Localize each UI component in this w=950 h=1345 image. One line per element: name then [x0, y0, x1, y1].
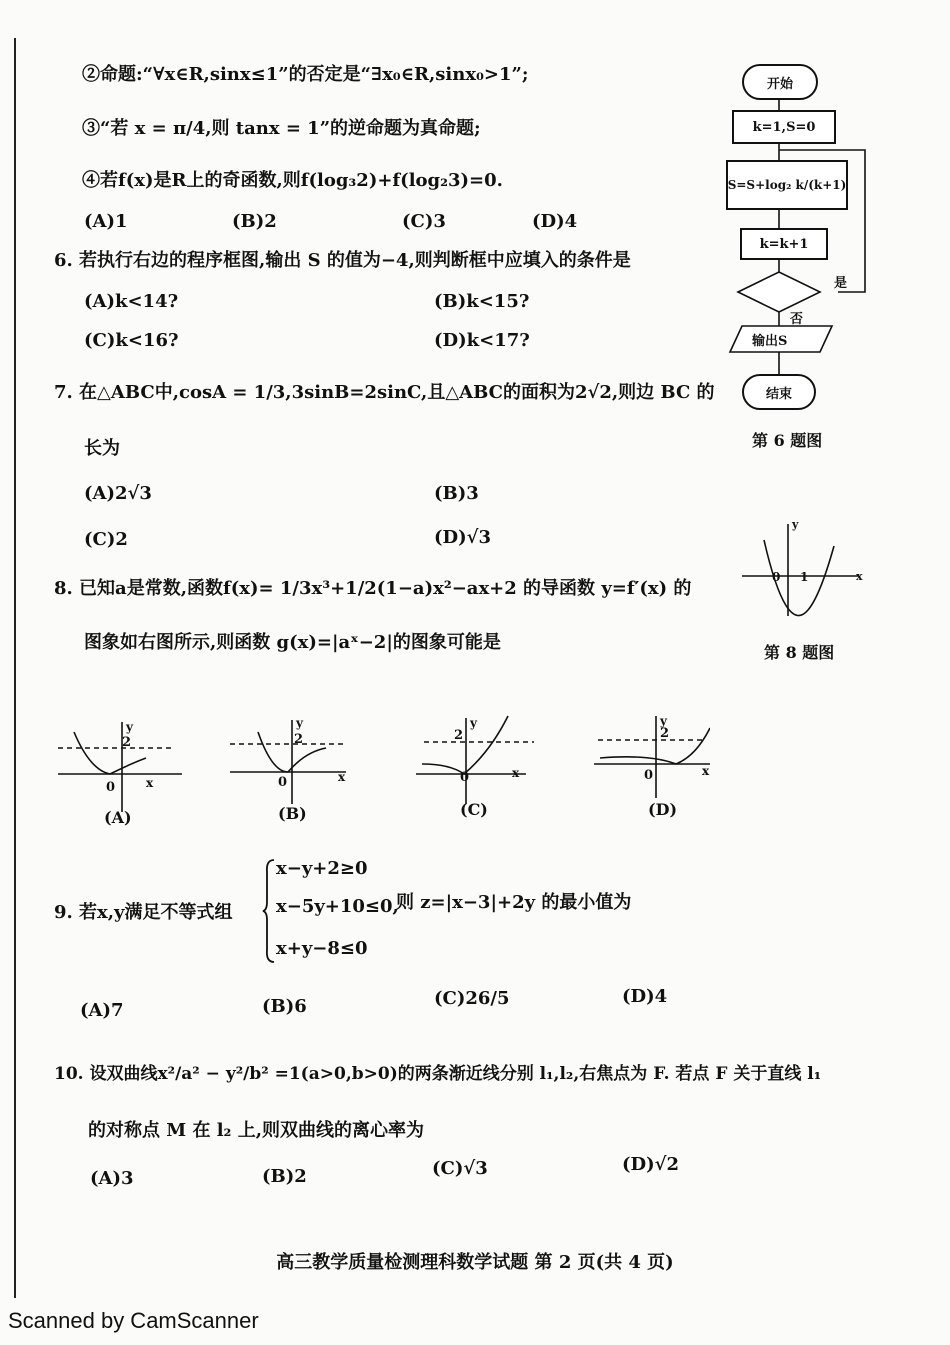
fig8-x: x — [856, 570, 863, 583]
q9-ineq-1: x−y+2≥0 — [276, 858, 368, 879]
q5-option-c: (C)3 — [402, 211, 446, 232]
q6-option-b: (B)k<15? — [434, 291, 530, 312]
q6-option-a: (A)k<14? — [84, 291, 179, 312]
q9-option-b: (B)6 — [262, 996, 307, 1017]
graph-c-x: x — [512, 766, 520, 780]
scanner-watermark: Scanned by CamScanner — [8, 1308, 259, 1333]
graph-d-x: x — [702, 764, 710, 778]
q5-option-a: (A)1 — [84, 211, 128, 232]
flowchart-increment: k=k+1 — [740, 228, 828, 260]
q9-ineq-2: x−5y+10≤0, — [276, 896, 399, 917]
q8-stem-2: 图象如右图所示,则函数 g(x)=|aˣ−2|的图象可能是 — [84, 632, 501, 653]
graph-d-label: (D) — [648, 800, 678, 819]
q7-stem-2: 长为 — [84, 438, 120, 459]
margin-line — [14, 38, 16, 1298]
flowchart-output: 输出S — [752, 334, 788, 349]
q7-stem: 7. 在△ABC中,cosA = 1/3,3sinB=2sinC,且△ABC的面积为2√2,则边 BC 的 — [54, 382, 715, 403]
q9-stem-pre: 9. 若x,y满足不等式组 — [54, 902, 233, 923]
flowchart-no: 否 — [790, 312, 804, 327]
q8-stem: 8. 已知a是常数,函数f(x)= 1/3x³+1/2(1−a)x²−ax+2 的导函数 y=f′(x) 的 — [54, 578, 692, 599]
q10-option-a: (A)3 — [90, 1168, 134, 1189]
q9-option-d: (D)4 — [622, 986, 668, 1007]
flowchart-caption: 第 6 题图 — [752, 431, 823, 450]
graph-c-label: (C) — [460, 800, 488, 819]
graph-a-x: x — [146, 776, 154, 790]
q10-option-d: (D)√2 — [622, 1154, 679, 1175]
q7-option-a: (A)2√3 — [84, 483, 152, 504]
q5-item4: ④若f(x)是R上的奇函数,则f(log₃2)+f(log₂3)=0. — [82, 170, 503, 191]
q9-option-a: (A)7 — [80, 1000, 124, 1021]
q9-option-c: (C)26/5 — [434, 988, 510, 1009]
graph-d-two: 2 — [660, 726, 670, 741]
graph-c-origin: 0 — [460, 770, 470, 785]
graph-c-two: 2 — [454, 728, 464, 743]
q8-option-graphs — [50, 712, 710, 822]
fig8-y: y — [792, 518, 799, 531]
flowchart-init: k=1,S=0 — [732, 110, 836, 144]
brace-icon — [262, 858, 276, 964]
graph-b-origin: 0 — [278, 775, 288, 790]
q10-stem: 10. 设双曲线x²/a² − y²/b² =1(a>0,b>0)的两条渐近线分别 l₁,l₂,右焦点为 F. 若点 F 关于直线 l₁ — [54, 1064, 822, 1084]
q9-stem-post: 则 z=|x−3|+2y 的最小值为 — [396, 892, 632, 913]
graph-b-x: x — [338, 770, 346, 784]
q5-option-d: (D)4 — [532, 211, 578, 232]
page-footer: 高三教学质量检测理科数学试题 第 2 页(共 4 页) — [276, 1252, 674, 1273]
graph-d-origin: 0 — [644, 768, 654, 783]
flowchart-yes: 是 — [834, 276, 848, 291]
q7-option-b: (B)3 — [434, 483, 479, 504]
graph-a-origin: 0 — [106, 780, 116, 795]
q7-option-c: (C)2 — [84, 529, 128, 550]
graph-a-label: (A) — [104, 808, 132, 827]
q5-item2: ②命题:“∀x∈R,sinx≤1”的否定是“∃x₀∈R,sinx₀>1”; — [82, 64, 529, 85]
q10-option-b: (B)2 — [262, 1166, 307, 1187]
q9-ineq-3: x+y−8≤0 — [276, 938, 368, 959]
fig8-caption: 第 8 题图 — [764, 643, 835, 662]
graph-d-y: y — [660, 714, 667, 728]
fig8-zero: 0 — [772, 570, 781, 584]
graph-b-two: 2 — [294, 732, 304, 747]
fig8-one: 1 — [800, 570, 809, 584]
graph-d — [594, 716, 710, 798]
q6-option-d: (D)k<17? — [434, 330, 530, 351]
graph-b — [230, 720, 346, 804]
graph-b-label: (B) — [278, 804, 307, 823]
flowchart-start: 开始 — [742, 64, 818, 100]
graph-c-y: y — [470, 716, 477, 730]
graph-a-two: 2 — [122, 735, 132, 750]
q6-option-c: (C)k<16? — [84, 330, 179, 351]
q10-stem-2: 的对称点 M 在 l₂ 上,则双曲线的离心率为 — [88, 1120, 424, 1141]
q5-option-b: (B)2 — [232, 211, 277, 232]
q10-option-c: (C)√3 — [432, 1158, 488, 1179]
flowchart-end: 结束 — [742, 374, 816, 410]
q5-item3: ③“若 x = π/4,则 tanx = 1”的逆命题为真命题; — [82, 118, 481, 139]
flowchart-update: S=S+log₂ k/(k+1) — [726, 160, 848, 210]
q7-option-d: (D)√3 — [434, 527, 491, 548]
graph-a — [58, 722, 182, 812]
graph-b-y: y — [296, 716, 303, 730]
q6-stem: 6. 若执行右边的程序框图,输出 S 的值为−4,则判断框中应填入的条件是 — [54, 250, 631, 271]
graph-a-y: y — [126, 720, 133, 734]
